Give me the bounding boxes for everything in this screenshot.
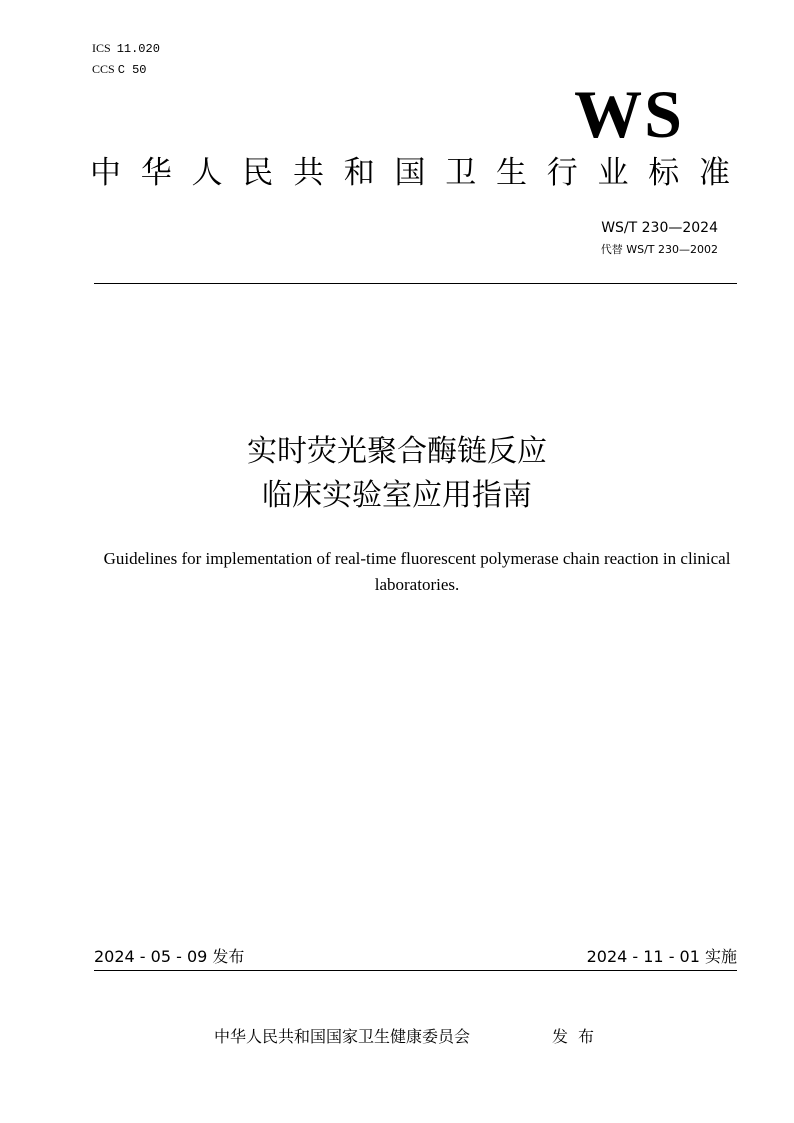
category-char: 共 <box>293 155 324 191</box>
ics-line <box>92 38 160 59</box>
ws-logo: WS <box>574 76 684 152</box>
category-char: 中 <box>90 155 121 191</box>
chinese-title-line-2: 临床实验室应用指南 <box>262 478 532 513</box>
category-char: 业 <box>597 155 629 191</box>
category-char: 人 <box>191 155 223 191</box>
ics-label: ICS <box>92 41 111 55</box>
classification-codes <box>92 38 160 80</box>
category-char: 生 <box>496 155 527 191</box>
publish-date: 2024 - 05 - 09 发布 <box>94 947 245 966</box>
chinese-title-line-1: 实时荧光聚合酶链反应 <box>247 434 547 469</box>
ccs-line <box>92 59 160 80</box>
standard-number: WS/T 230—2024 <box>601 220 718 236</box>
english-title: Guidelines for implementation of real-time fluorescent polymerase chain reaction in clinical laboratories. <box>103 549 731 594</box>
top-divider <box>94 283 737 284</box>
effective-date: 2024 - 11 - 01 实施 <box>586 947 737 966</box>
bottom-divider <box>94 970 737 971</box>
category-char: 行 <box>546 155 578 191</box>
issue-label: 发布 <box>552 1027 605 1046</box>
category-char: 卫 <box>445 155 477 191</box>
category-char: 华 <box>140 155 172 191</box>
ccs-value: C 50 <box>117 63 147 77</box>
ccs-label: CCS <box>92 62 115 76</box>
category-char: 和 <box>343 155 375 191</box>
chinese-title <box>0 430 794 518</box>
category-char: 准 <box>699 155 730 191</box>
ics-value: 11.020 <box>116 42 160 56</box>
category-char: 标 <box>648 155 680 191</box>
category-char: 民 <box>242 155 274 191</box>
replaces-standard: 代替 WS/T 230—2002 <box>600 243 718 256</box>
category-char: 国 <box>394 155 426 191</box>
standard-category <box>90 152 730 194</box>
issuing-authority: 中华人民共和国国家卫生健康委员会 <box>214 1027 471 1046</box>
